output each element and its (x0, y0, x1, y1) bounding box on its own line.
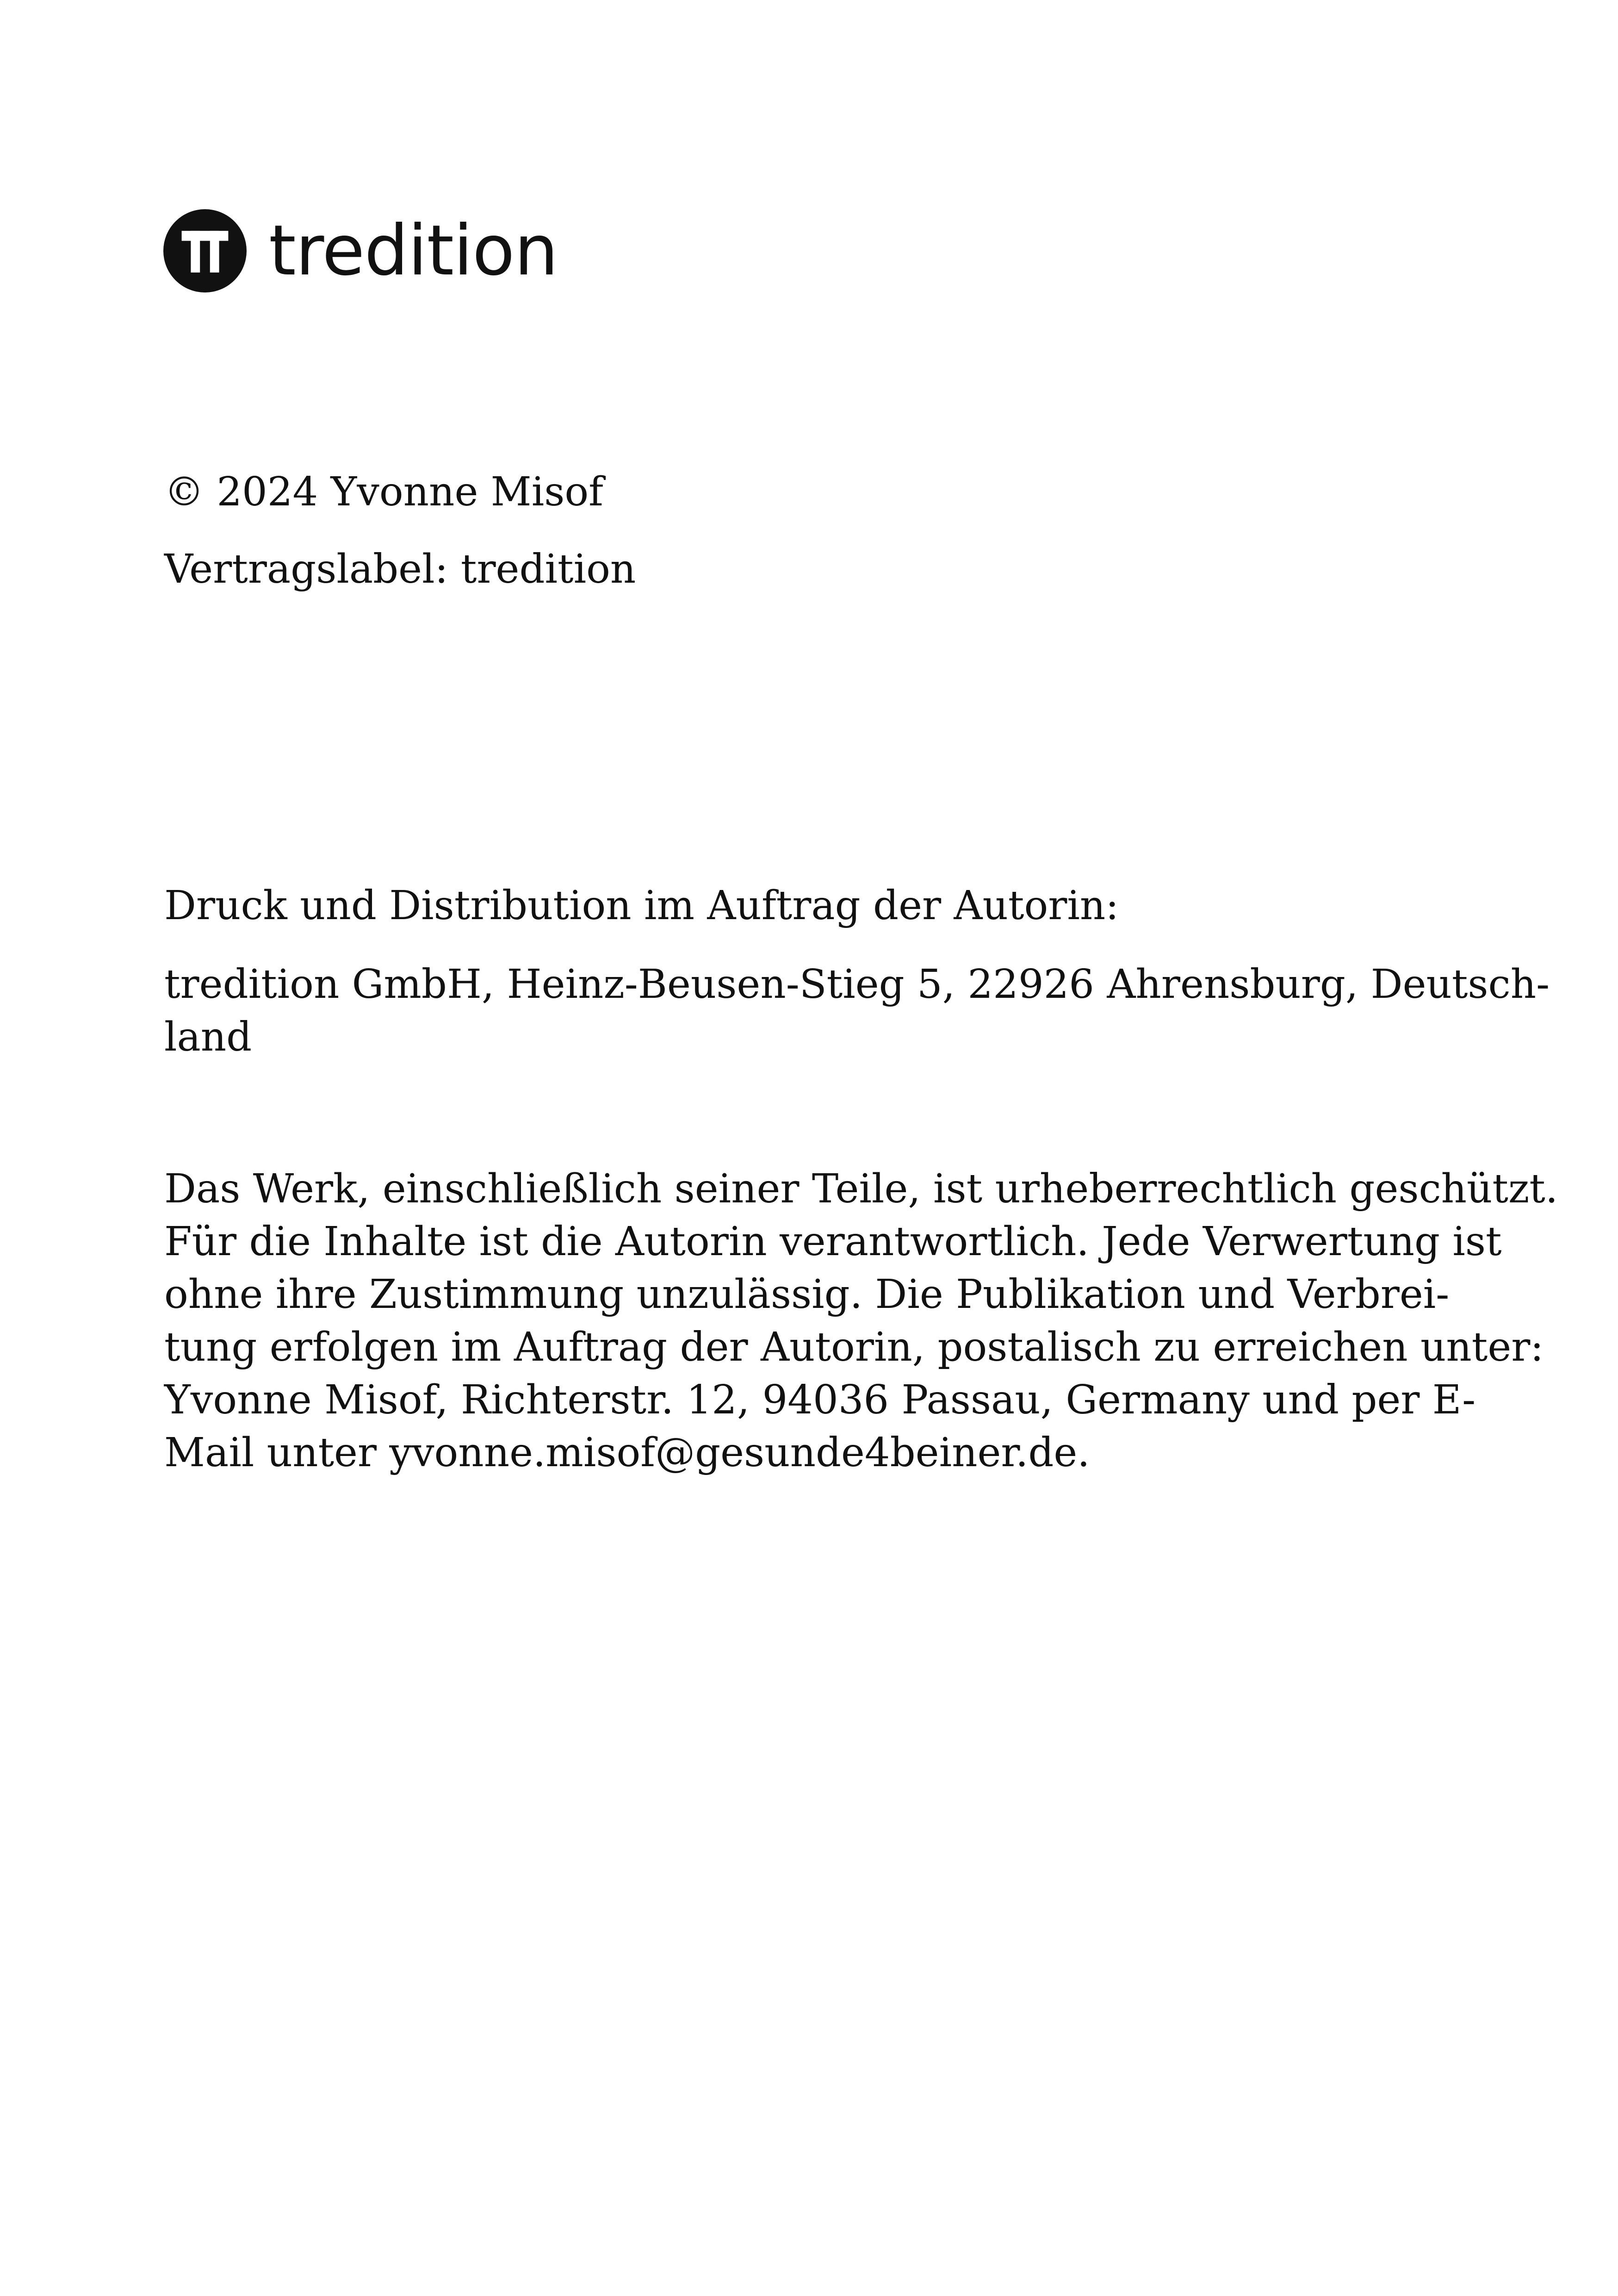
legal-notice (164, 1163, 1558, 1479)
brand-name: tredition (269, 211, 558, 291)
legal-line: Das Werk, einschließlich seiner Teile, ist urheberrechtlich geschützt. (164, 1166, 1558, 1212)
legal-line: Für die Inhalte ist die Autorin verantwortlich. Jede Verwertung ist (164, 1219, 1502, 1265)
publisher-address (164, 958, 1550, 1064)
legal-line: ohne ihre Zustimmung unzulässig. Die Publikation und Verbrei- (164, 1271, 1450, 1318)
copyright-line: © 2024 Yvonne Misof (164, 469, 603, 515)
address-line: land (164, 1014, 252, 1060)
publisher-logo (163, 209, 558, 292)
contract-label-line: Vertragslabel: tredition (164, 546, 636, 592)
tredition-logo-icon (163, 209, 247, 292)
legal-line: tung erfolgen im Auftrag der Autorin, postalisch zu erreichen unter: (164, 1324, 1544, 1370)
legal-line: Mail unter yvonne.misof@gesunde4beiner.de. (164, 1430, 1090, 1476)
address-line: tredition GmbH, Heinz-Beusen-Stieg 5, 22926 Ahrensburg, Deutsch- (164, 961, 1550, 1008)
distribution-heading: Druck und Distribution im Auftrag der Autorin: (164, 883, 1119, 929)
legal-line: Yvonne Misof, Richterstr. 12, 94036 Passau, Germany und per E- (164, 1377, 1476, 1423)
